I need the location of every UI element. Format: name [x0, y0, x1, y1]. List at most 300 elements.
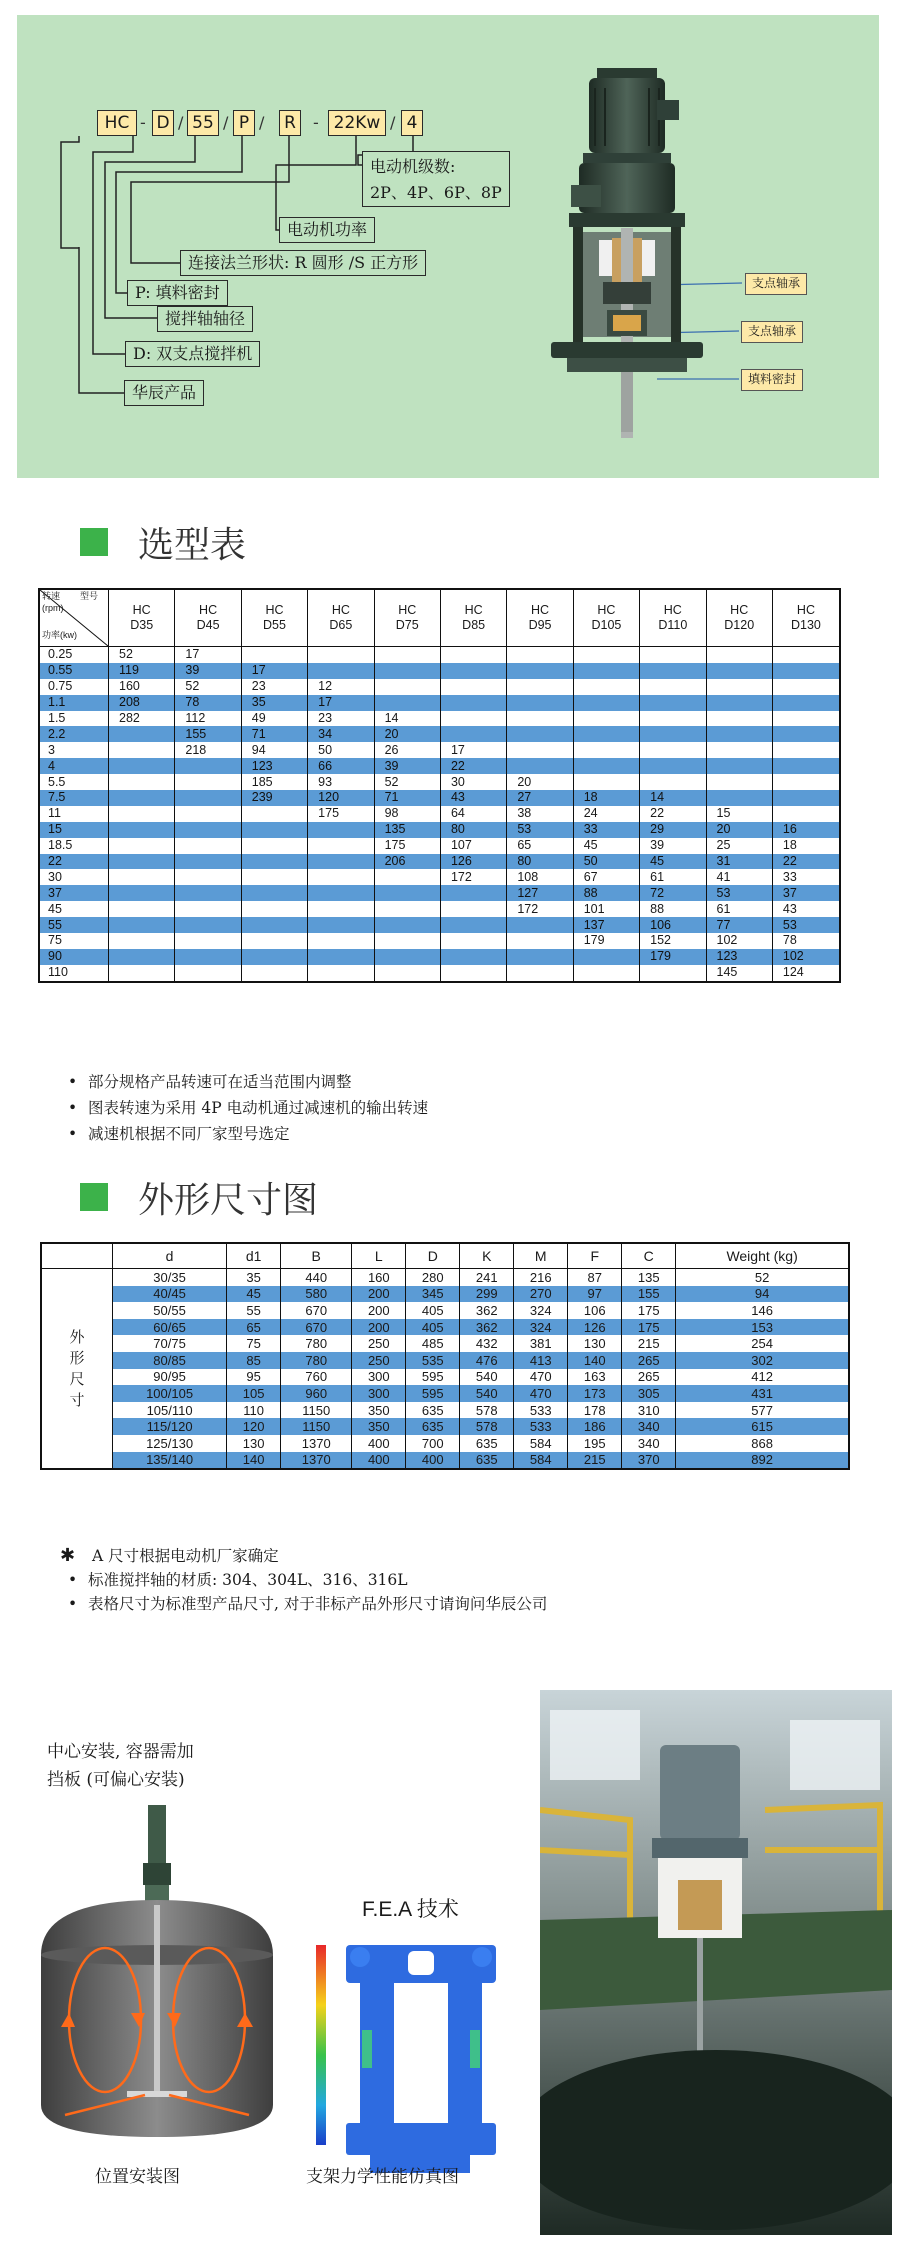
dimension-cell: 595	[406, 1385, 460, 1402]
dimension-cell: 146	[676, 1302, 849, 1319]
speed-cell	[175, 822, 241, 838]
speed-cell	[706, 679, 772, 695]
speed-cell: 52	[175, 679, 241, 695]
dimension-cell: 100/105	[113, 1385, 227, 1402]
speed-cell	[706, 663, 772, 679]
speed-cell	[308, 647, 374, 663]
speed-cell	[175, 901, 241, 917]
power-cell: 0.75	[39, 679, 109, 695]
dimensions-note: • 表格尺寸为标准型产品尺寸, 对于非标产品外形尺寸请询问华辰公司	[68, 1595, 548, 1613]
dimension-cell: 350	[352, 1418, 406, 1435]
dimension-cell: 200	[352, 1286, 406, 1303]
code-separator: /	[390, 113, 396, 132]
dimension-cell: 305	[622, 1385, 676, 1402]
speed-cell	[109, 869, 175, 885]
speed-cell: 22	[772, 854, 840, 870]
speed-cell	[308, 933, 374, 949]
speed-cell	[640, 758, 706, 774]
dimension-cell: 130	[227, 1435, 281, 1452]
selection-table-row	[39, 647, 840, 663]
speed-cell: 72	[640, 885, 706, 901]
dimension-cell: 153	[676, 1319, 849, 1336]
dimensions-col-header: d1	[227, 1243, 281, 1269]
selection-table-row	[39, 679, 840, 695]
label-double-support: D: 双支点搅拌机	[125, 341, 260, 367]
dimensions-table-row	[41, 1269, 849, 1286]
dimension-cell: 405	[406, 1302, 460, 1319]
speed-cell: 43	[772, 901, 840, 917]
dimension-cell: 265	[622, 1352, 676, 1369]
speed-cell	[374, 933, 440, 949]
speed-cell	[175, 758, 241, 774]
dimension-cell: 324	[514, 1302, 568, 1319]
speed-cell	[308, 965, 374, 982]
dimension-cell: 578	[460, 1418, 514, 1435]
dimension-cell: 270	[514, 1286, 568, 1303]
dimension-cell: 1150	[281, 1402, 352, 1419]
dimension-cell: 780	[281, 1352, 352, 1369]
speed-cell	[573, 679, 639, 695]
dimension-cell: 584	[514, 1435, 568, 1452]
selection-table-row	[39, 917, 840, 933]
speed-cell: 22	[440, 758, 506, 774]
section-bullet-square	[80, 528, 108, 556]
dimension-cell: 215	[622, 1335, 676, 1352]
selection-table-row	[39, 854, 840, 870]
dimensions-side-label: 外 形 尺 寸	[41, 1269, 113, 1470]
speed-cell	[440, 901, 506, 917]
speed-cell	[706, 742, 772, 758]
installation-photo	[540, 1690, 892, 2235]
code-separator: -	[313, 113, 319, 132]
code-type-box: D	[152, 110, 174, 136]
dimension-cell: 90/95	[113, 1369, 227, 1386]
speed-cell: 14	[640, 790, 706, 806]
dimension-cell: 670	[281, 1302, 352, 1319]
speed-cell	[374, 869, 440, 885]
dimensions-table-row	[41, 1452, 849, 1470]
speed-cell: 17	[440, 742, 506, 758]
speed-cell: 22	[640, 806, 706, 822]
dimension-cell: 340	[622, 1418, 676, 1435]
speed-cell	[241, 933, 307, 949]
dimension-cell: 310	[622, 1402, 676, 1419]
selection-col-header: HC D35	[109, 589, 175, 647]
speed-cell	[109, 758, 175, 774]
speed-cell: 23	[308, 711, 374, 727]
code-separator: /	[223, 113, 229, 132]
dimension-cell: 635	[460, 1452, 514, 1470]
speed-cell	[374, 965, 440, 982]
dimension-cell: 115/120	[113, 1418, 227, 1435]
code-power-box: 22Kw	[328, 110, 386, 136]
dimension-cell: 584	[514, 1452, 568, 1470]
dimension-cell: 125/130	[113, 1435, 227, 1452]
dimensions-table-row	[41, 1385, 849, 1402]
dimensions-table-row	[41, 1418, 849, 1435]
speed-cell	[374, 647, 440, 663]
dimension-cell: 126	[568, 1319, 622, 1336]
speed-cell: 175	[374, 838, 440, 854]
dimension-cell: 324	[514, 1319, 568, 1336]
speed-cell: 52	[109, 647, 175, 663]
dimension-cell: 370	[622, 1452, 676, 1470]
speed-cell	[772, 742, 840, 758]
speed-cell	[507, 726, 573, 742]
speed-cell: 137	[573, 917, 639, 933]
dimensions-table-body	[41, 1269, 849, 1470]
speed-cell: 61	[706, 901, 772, 917]
speed-cell: 175	[308, 806, 374, 822]
speed-cell: 29	[640, 822, 706, 838]
speed-cell: 53	[772, 917, 840, 933]
speed-cell: 39	[175, 663, 241, 679]
dimensions-note: • 标准搅拌轴的材质: 304、304L、316、316L	[68, 1571, 408, 1589]
speed-cell: 20	[706, 822, 772, 838]
dimension-cell: 405	[406, 1319, 460, 1336]
dimension-cell: 105	[227, 1385, 281, 1402]
speed-cell	[573, 695, 639, 711]
dimension-cell: 130	[568, 1335, 622, 1352]
selection-table-row	[39, 901, 840, 917]
power-cell: 30	[39, 869, 109, 885]
speed-cell: 18	[772, 838, 840, 854]
speed-cell: 53	[507, 822, 573, 838]
speed-cell	[241, 901, 307, 917]
speed-cell	[175, 965, 241, 982]
selection-table-row	[39, 663, 840, 679]
speed-cell	[175, 774, 241, 790]
dimension-cell: 300	[352, 1385, 406, 1402]
speed-cell	[175, 933, 241, 949]
power-cell: 7.5	[39, 790, 109, 806]
power-cell: 22	[39, 854, 109, 870]
install-figure-caption: 位置安装图	[95, 2167, 180, 2187]
dimension-cell: 1370	[281, 1452, 352, 1470]
tag-support-bearing-upper: 支点轴承	[745, 273, 807, 295]
dimension-cell: 577	[676, 1402, 849, 1419]
speed-cell	[175, 790, 241, 806]
code-flange-box: R	[279, 110, 301, 136]
selection-col-header: HC D65	[308, 589, 374, 647]
speed-cell	[440, 663, 506, 679]
speed-cell	[706, 774, 772, 790]
dimension-cell: 215	[568, 1452, 622, 1470]
dimensions-table-row	[41, 1402, 849, 1419]
dimension-cell: 760	[281, 1369, 352, 1386]
dimension-cell: 345	[406, 1286, 460, 1303]
code-seal-box: P	[233, 110, 255, 136]
speed-cell: 120	[308, 790, 374, 806]
speed-cell	[640, 965, 706, 982]
speed-cell	[772, 774, 840, 790]
speed-cell: 49	[241, 711, 307, 727]
selection-note: • 部分规格产品转速可在适当范围内调整	[68, 1073, 352, 1091]
speed-cell	[573, 726, 639, 742]
power-cell: 18.5	[39, 838, 109, 854]
speed-cell: 101	[573, 901, 639, 917]
dimension-cell: 50/55	[113, 1302, 227, 1319]
dimension-cell: 175	[622, 1319, 676, 1336]
label-brand: 华辰产品	[124, 380, 204, 406]
selection-col-header: HC D75	[374, 589, 440, 647]
speed-cell	[175, 806, 241, 822]
speed-cell	[440, 679, 506, 695]
speed-cell: 26	[374, 742, 440, 758]
speed-cell	[308, 663, 374, 679]
code-separator: /	[259, 113, 265, 132]
power-cell: 0.25	[39, 647, 109, 663]
power-cell: 45	[39, 901, 109, 917]
speed-cell: 93	[308, 774, 374, 790]
label-flange-shape: 连接法兰形状: R 圆形 /S 正方形	[180, 250, 426, 276]
code-poles-box: 4	[401, 110, 423, 136]
speed-cell: 179	[640, 949, 706, 965]
speed-cell	[374, 949, 440, 965]
power-cell: 4	[39, 758, 109, 774]
dimension-cell: 362	[460, 1302, 514, 1319]
speed-cell	[109, 933, 175, 949]
speed-cell	[440, 695, 506, 711]
speed-cell: 14	[374, 711, 440, 727]
speed-cell: 160	[109, 679, 175, 695]
selection-col-header: HC D110	[640, 589, 706, 647]
speed-cell: 66	[308, 758, 374, 774]
speed-cell	[374, 885, 440, 901]
speed-cell: 27	[507, 790, 573, 806]
speed-cell: 31	[706, 854, 772, 870]
selection-table-row	[39, 885, 840, 901]
speed-cell: 35	[241, 695, 307, 711]
speed-cell: 119	[109, 663, 175, 679]
speed-cell: 17	[175, 647, 241, 663]
speed-cell	[241, 965, 307, 982]
dimensions-col-header: Weight (kg)	[676, 1243, 849, 1269]
fea-caption: 支架力学性能仿真图	[306, 2167, 459, 2187]
speed-cell: 78	[772, 933, 840, 949]
selection-table-row	[39, 965, 840, 982]
selection-table-row	[39, 711, 840, 727]
speed-cell: 152	[640, 933, 706, 949]
dimension-cell: 94	[676, 1286, 849, 1303]
dimension-cell: 302	[676, 1352, 849, 1369]
speed-cell	[308, 854, 374, 870]
model-code-panel	[17, 15, 879, 478]
speed-cell: 77	[706, 917, 772, 933]
dimension-cell: 75	[227, 1335, 281, 1352]
dimension-cell: 52	[676, 1269, 849, 1286]
speed-cell: 39	[640, 838, 706, 854]
speed-cell: 94	[241, 742, 307, 758]
label-packing-seal: P: 填料密封	[127, 280, 228, 306]
dimension-cell: 362	[460, 1319, 514, 1336]
speed-cell: 102	[772, 949, 840, 965]
speed-cell	[507, 711, 573, 727]
dimension-cell: 340	[622, 1435, 676, 1452]
speed-cell: 172	[507, 901, 573, 917]
speed-cell	[772, 695, 840, 711]
dimension-cell: 135/140	[113, 1452, 227, 1470]
power-cell: 0.55	[39, 663, 109, 679]
speed-cell: 64	[440, 806, 506, 822]
speed-cell: 33	[772, 869, 840, 885]
speed-cell	[241, 647, 307, 663]
speed-cell: 124	[772, 965, 840, 982]
speed-cell: 23	[241, 679, 307, 695]
code-shaft-box: 55	[187, 110, 219, 136]
dimension-cell: 533	[514, 1418, 568, 1435]
speed-cell	[308, 869, 374, 885]
speed-cell	[573, 758, 639, 774]
speed-cell	[772, 726, 840, 742]
dimensions-note: ✱ A 尺寸根据电动机厂家确定	[60, 1545, 279, 1566]
speed-cell: 282	[109, 711, 175, 727]
speed-cell: 106	[640, 917, 706, 933]
dimension-cell: 85	[227, 1352, 281, 1369]
speed-cell: 155	[175, 726, 241, 742]
speed-cell: 20	[507, 774, 573, 790]
selection-table-row	[39, 822, 840, 838]
dimension-cell: 440	[281, 1269, 352, 1286]
dimension-cell: 160	[352, 1269, 406, 1286]
selection-table-row	[39, 933, 840, 949]
speed-cell	[241, 869, 307, 885]
dimension-cell: 635	[406, 1402, 460, 1419]
speed-cell	[772, 679, 840, 695]
speed-cell: 127	[507, 885, 573, 901]
dimensions-header-row	[41, 1243, 849, 1269]
dimension-cell: 30/35	[113, 1269, 227, 1286]
dimension-cell: 350	[352, 1402, 406, 1419]
speed-cell	[440, 933, 506, 949]
dimension-cell: 476	[460, 1352, 514, 1369]
code-separator: -	[140, 113, 146, 132]
dimension-cell: 163	[568, 1369, 622, 1386]
speed-cell	[109, 838, 175, 854]
dimension-cell: 87	[568, 1269, 622, 1286]
speed-cell: 61	[640, 869, 706, 885]
power-cell: 110	[39, 965, 109, 982]
speed-cell	[640, 663, 706, 679]
selection-table-row	[39, 695, 840, 711]
speed-cell: 88	[640, 901, 706, 917]
dimension-cell: 140	[227, 1452, 281, 1470]
dimension-cell: 535	[406, 1352, 460, 1369]
speed-cell	[109, 965, 175, 982]
selection-col-header: HC D95	[507, 589, 573, 647]
speed-cell: 17	[241, 663, 307, 679]
speed-cell	[175, 869, 241, 885]
selection-table-row	[39, 758, 840, 774]
label-shaft-diameter: 搅拌轴轴径	[157, 306, 253, 332]
selection-table-row	[39, 838, 840, 854]
label-motor-power: 电动机功率	[279, 217, 375, 243]
speed-cell	[175, 838, 241, 854]
dimension-cell: 265	[622, 1369, 676, 1386]
speed-cell	[241, 917, 307, 933]
dimensions-section-title: 外形尺寸图	[80, 1177, 318, 1217]
dimensions-col-header: M	[514, 1243, 568, 1269]
dimension-cell: 200	[352, 1319, 406, 1336]
dimension-cell: 400	[406, 1452, 460, 1470]
selection-col-header: HC D45	[175, 589, 241, 647]
speed-cell	[573, 742, 639, 758]
dimension-cell: 45	[227, 1286, 281, 1303]
speed-cell: 218	[175, 742, 241, 758]
speed-cell	[109, 742, 175, 758]
speed-cell	[374, 917, 440, 933]
selection-table-row	[39, 774, 840, 790]
dimension-cell: 868	[676, 1435, 849, 1452]
dimension-cell: 580	[281, 1286, 352, 1303]
speed-cell	[573, 949, 639, 965]
speed-cell: 17	[308, 695, 374, 711]
dimension-cell: 615	[676, 1418, 849, 1435]
dimension-cell: 55	[227, 1302, 281, 1319]
speed-cell	[109, 949, 175, 965]
speed-cell	[308, 885, 374, 901]
speed-cell: 172	[440, 869, 506, 885]
speed-cell	[640, 695, 706, 711]
power-cell: 55	[39, 917, 109, 933]
speed-cell: 53	[706, 885, 772, 901]
speed-cell	[241, 838, 307, 854]
dimension-cell: 635	[406, 1418, 460, 1435]
selection-section-title: 选型表	[80, 522, 246, 562]
speed-cell	[772, 790, 840, 806]
speed-cell: 206	[374, 854, 440, 870]
power-cell: 1.5	[39, 711, 109, 727]
speed-cell	[440, 965, 506, 982]
speed-cell: 24	[573, 806, 639, 822]
speed-cell	[507, 679, 573, 695]
dimension-cell: 216	[514, 1269, 568, 1286]
dimension-cell: 533	[514, 1402, 568, 1419]
selection-col-header: HC D55	[241, 589, 307, 647]
dimension-cell: 595	[406, 1369, 460, 1386]
speed-cell	[109, 822, 175, 838]
speed-cell	[772, 711, 840, 727]
speed-cell	[308, 822, 374, 838]
speed-cell	[440, 949, 506, 965]
selection-col-header: HC D120	[706, 589, 772, 647]
speed-cell: 43	[440, 790, 506, 806]
dimensions-table-row	[41, 1319, 849, 1336]
speed-cell: 208	[109, 695, 175, 711]
dimension-cell: 135	[622, 1269, 676, 1286]
selection-table-body	[39, 647, 840, 982]
dimension-cell: 250	[352, 1352, 406, 1369]
speed-cell	[241, 854, 307, 870]
power-cell: 11	[39, 806, 109, 822]
dimension-cell: 540	[460, 1385, 514, 1402]
speed-cell	[109, 854, 175, 870]
tag-support-bearing-lower: 支点轴承	[741, 321, 803, 343]
speed-cell: 123	[706, 949, 772, 965]
speed-cell	[507, 695, 573, 711]
dimension-cell: 40/45	[113, 1286, 227, 1303]
speed-cell: 98	[374, 806, 440, 822]
speed-cell	[507, 742, 573, 758]
dimension-cell: 105/110	[113, 1402, 227, 1419]
speed-cell: 12	[308, 679, 374, 695]
dimension-cell: 700	[406, 1435, 460, 1452]
speed-cell: 50	[573, 854, 639, 870]
selection-table-row	[39, 869, 840, 885]
selection-table-row	[39, 790, 840, 806]
speed-cell	[175, 854, 241, 870]
speed-cell	[507, 933, 573, 949]
